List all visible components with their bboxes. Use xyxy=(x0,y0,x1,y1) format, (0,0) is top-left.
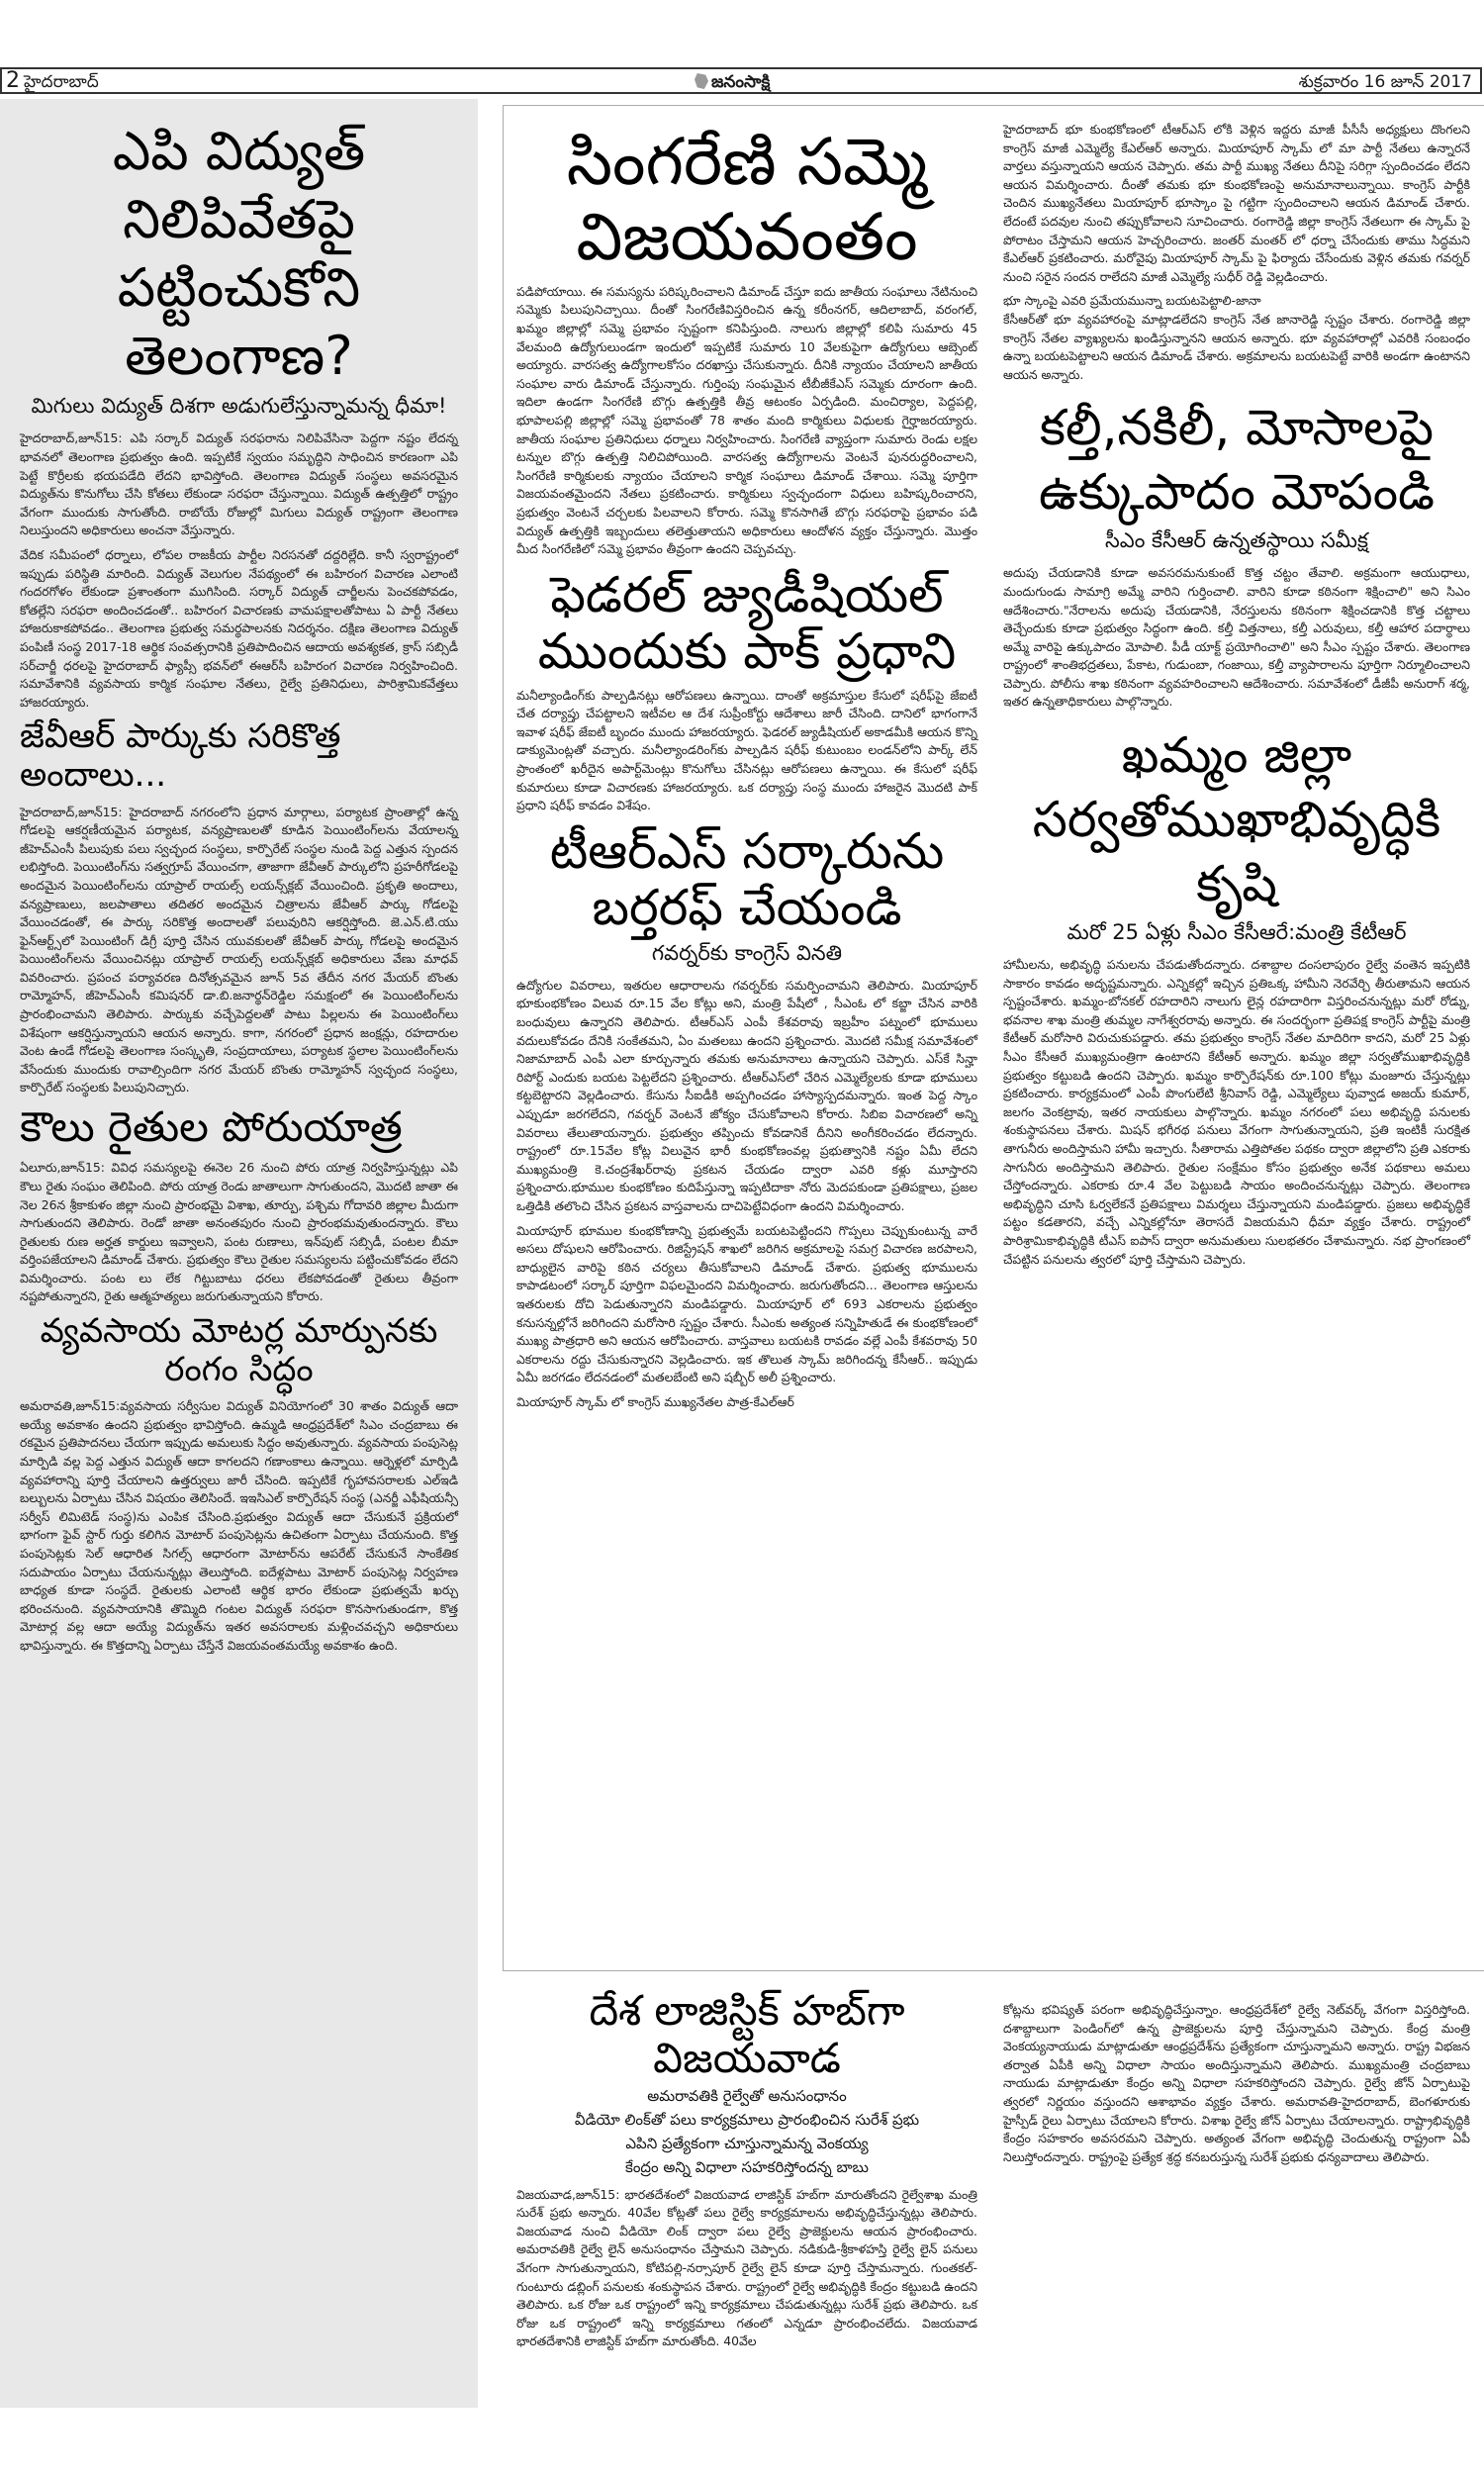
subhead: మరో 25 ఏళ్లు సీఎం కేసీఆరే:మంత్రి కేటీఆర్ xyxy=(1067,920,1407,945)
issue-date: శుక్రవారం 16 జూన్ 2017 xyxy=(1298,72,1472,92)
article-body: మియాపూర్ భూముల కుంభకోణాన్ని ప్రభుత్వమే బయటపెట్టిందని గొప్పలు చెప్పుకుంటున్న వారే అసలు దోషులని ఆరోపించారు. రిజిస్ట్రేషన్ శాఖలో జరిగిన అక్రమాలపై సమగ్ర విచారణ జరపాలని, బాధ్యులైన వారిపై కఠిన చర్యలు తీసుకోవాలని డిమాండ్ చేశారు. ప్రభుత్వ భూములను కాపాడటంలో సర్కార్ పూర్తిగా విఫలమైందని విమర్శించారు. జరుగుతోందని... తెలంగాణ ఆస్తులను ఇతరులకు దోచి పెడుతున్నారని మండిపడ్డారు. మియాపూర్ లో 693 ఎకరాలను ప్రభుత్వం కనుసన్నల్లోనే జరిగిందని మరోసారి స్పష్టం చేశారు. సీఎంకు అత్యంత సన్నిహితుడే ఈ కుంభకోణంలో ముఖ్య పాత్రధారి అని ఆయన ఆరోపించారు. వాస్తవాలు బయటకి రావడం వల్లే ఎంపీ కేశవరావు 50 ఎకరాలను రద్దు చేసుకున్నారని వెల్లడించారు. ఇక తొలుత స్కామ్ జరిగిందన్న కేసీఆర్.. ఇప్పుడు ఏమీ జరగడం లేదనడంలో మతలబేంటి అని షబ్బీర్ అలీ ప్రశ్నించారు. xyxy=(516,1222,977,1385)
article-kicker: మియాపూర్ స్కామ్ లో కాంగ్రెస్ ముఖ్యనేతల పాత్ర-కేఎల్ఆర్ xyxy=(516,1393,794,1409)
subhead: సీఎం కేసీఆర్ ఉన్నతస్థాయి సమీక్ష xyxy=(1105,528,1368,553)
telangana-map-icon xyxy=(695,73,708,89)
middle-column xyxy=(512,107,981,1967)
article-singareni-strike xyxy=(516,125,977,559)
subhead: వీడియో లింక్‌తో పలు కార్యక్రమాలు ప్రారంభించిన సురేశ్ ప్రభు xyxy=(574,2110,920,2129)
headline: సింగరేణి సమ్మె విజయవంతం xyxy=(566,124,928,275)
article-khammam xyxy=(1003,723,1470,1269)
article-klr xyxy=(1003,121,1470,384)
article-body: కోట్లను భవిష్యత్ పరంగా అభివృద్ధిచేస్తున్నాం. ఆంధ్రప్రదేశ్‌లో రైల్వే నెట్‌వర్క్ వేగంగా విస్తరిస్తోంది. దశాబ్దాలుగా పెండింగ్‌లో ఉన్న ప్రాజెక్టులను పూర్తి చేస్తున్నామని చెప్పారు. కేంద్ర మంత్రి వెంకయ్యనాయుడు మాట్లాడుతూ ఆంధ్రప్రదేశ్‌ను ప్రత్యేకంగా చూస్తున్నామని అన్నారు. రాష్ట్ర విభజన తర్వాత ఏపీకి అన్ని విధాలా సాయం అందిస్తున్నామని తెలిపారు. ముఖ్యమంత్రి చంద్రబాబు నాయుడు మాట్లాడుతూ కేంద్రం అన్ని విధాలా సహకరిస్తోందని చెప్పారు. రైల్వే జోన్ ఏర్పాటుపై త్వరలో నిర్ణయం వస్తుందని ఆశాభావం వ్యక్తం చేశారు. అమరావతి-హైదరాబాద్, బెంగళూరుకు హైస్పీడ్ రైలు ఏర్పాటు చేయాలని కోరారు. విశాఖ రైల్వే జోన్ ఏర్పాటు చేయాలన్నారు. రాష్ట్రాభివృద్ధికి కేంద్రం సహకారం అవసరమని చెప్పారు. అత్యంత వేగంగా అభివృద్ధి చెందుతున్న రాష్ట్రంగా ఏపీ నిలుస్తోందన్నారు. రాష్ట్రంపై ప్రత్యేక శ్రద్ధ కనబరుస్తున్న సురేశ్ ప్రభుకు ధన్యవాదాలు తెలిపారు. xyxy=(1003,2002,1470,2164)
article-body: ఏలూరు,జూన్15: వివిధ సమస్యలపై ఈనెల 26 నుంచి పోరు యాత్ర నిర్వహిస్తున్నట్లు ఎపి కౌలు రైతు సంఘం తెలిపింది. పోరు యాత్ర రెండు జాతాలుగా సాగుతుందని, మొదటి జాతా ఈ నెల 26న శ్రీకాకుళం జిల్లా నుంచి ప్రారంభమై విశాఖ, తూర్పు, పశ్చిమ గోదావరి జిల్లాల మీదుగా సాగుతుందని తెలిపారు. రెండో జాతా అనంతపురం నుంచి ప్రారంభమవుతుందన్నారు. కౌలు రైతులకు రుణ అర్హత కార్డులు ఇవ్వాలని, పంట రుణాలు, ఇన్‌పుట్ సబ్సిడీ, పంటల బీమా వర్తింపజేయాలని డిమాండ్ చేశారు. ప్రభుత్వం కౌలు రైతుల సమస్యలను పట్టించుకోవడం లేదని విమర్శించారు. పంట లు లేక గిట్టుబాటు ధరలు లేకపోవడంతో రైతులు తీవ్రంగా నష్టపోతున్నారని, రైతు ఆత్మహత్యలు జరుగుతున్నాయని కోరారు. xyxy=(20,1160,458,1304)
article-adulteration xyxy=(1003,396,1470,712)
right-column xyxy=(999,107,1474,1967)
article-tenant-farmers xyxy=(20,1103,458,1306)
article-body: అమరావతి,జూన్15:వ్యవసాయ సర్వీసుల విద్యుత్ వినియోగంలో 30 శాతం విద్యుత్ ఆదా అయ్యే అవకాశం ఉందని ప్రభుత్వం భావిస్తోంది. ఉమ్మడి ఆంధ్రప్రదేశ్‌లో సిఎం చంద్రబాబు ఈ రకమైన ప్రతిపాదనలు చేయగా ఇప్పుడు అమలుకు సిద్ధం అవుతున్నారు. వ్యవసాయ పంపుసెట్ల మార్పిడి వల్ల పెద్ద ఎత్తున విద్యుత్ ఆదా కాగలదని గణాంకాలు ఉన్నాయి. ఆర్నెళ్లలో మార్పిడి వ్యవహారాన్ని పూర్తి చేయాలని ఉత్తర్వులు జారీ చేసింది. ఇప్పటికే గృహావసరాలకు ఎల్‌ఇడి బల్బులను ఏర్పాటు చేసిన విషయం తెలిసిందే. ఇఇసిఎల్ కార్పొరేషన్ సంస్థ (ఎనర్జీ ఎఫీషియన్సీ సర్వీస్ లిమిటెడ్ సంస్థ)ను ఎంపిక చేసింది.ప్రభుత్వం విద్యుత్ ఆదా చేసుకునే ప్రక్రియలో భాగంగా ఫైవ్ స్టార్ గుర్తు కలిగిన మోటార్ పంపుసెట్లను ఉచితంగా ఏర్పాటు చేయనుంది. కొత్త పంపుసెట్లకు సెల్ ఆధారిత సిగల్స్ ఆధారంగా మోటార్‌ను ఆపరేట్ చేసుకునే సాంకేతిక సదుపాయం ఏర్పాటు చేయనున్నట్లు తెలుస్తోంది. ఐదేళ్లపాటు మోటార్ పంపుసెట్ల నిర్వహణ బాధ్యత కూడా సంస్థదే. రైతులకు ఎలాంటి ఆర్థిక భారం లేకుండా ప్రభుత్వమే ఖర్చు భరించనుంది. వ్యవసాయానికి తొమ్మిది గంటల విద్యుత్ సరఫరా కొనసాగుతుండగా, కొత్త మోటార్ల వల్ల ఆదా అయ్యే విద్యుత్‌ను ఇతర అవసరాలకు మళ్లించవచ్చని అధికారులు భావిస్తున్నారు. ఈ కొత్తదాన్ని ఏర్పాటు చేస్తేనే విజయవంతమయ్యే అవకాశం ఉంది. xyxy=(20,1398,458,1653)
left-column xyxy=(0,99,478,2408)
article-body: ఉద్యోగుల వివరాలు, ఇతరుల ఆధారాలను గవర్నర్‌కు సమర్పించామని తెలిపారు. మియాపూర్ భూకుంభకోణం విలువ రూ.15 వేల కోట్లు అని, మంత్రి పేషీలో , సీఎంఓ లో కబ్జా చేసిన వారికి బంధువులు ఉన్నారని తెలిపారు. టీఆర్ఎస్ ఎంపీ కేశవరావు ఇబ్రహీం పట్నంలో భూములు వదులుకోవడం దేనికి సంకేతమని, ఏం మతలబు ఉందని ప్రశ్నించారు. మొదటి సమీక్ష సమావేశంలో నిజామాబాద్ ఎంపీ ఎలా కూర్చున్నారు తమకు అనుమానాలు ఉన్నాయని చెప్పారు. ఎస్‌కే సిన్హా రిపోర్ట్ ఎందుకు బయట పెట్టలేదని ప్రశ్నించారు. టీఆర్ఎస్‌లో చేరిన ఎమ్మెల్యేలకు కూడా భూములు కట్టబెట్టారని వెల్లడించారు. కేసును సీఐడీకి అప్పగించడం హాస్యాస్పదమన్నారు. ఇంత పెద్ద స్కాం ఎప్పుడూ జరగలేదని, గవర్నర్ వెంటనే జోక్యం చేసుకోవాలని కోరారు. సిబిఐ విచారణలో అన్ని వివరాలు తేలుతాయన్నారు. ప్రభుత్వం తప్పించు కోవడానికే దీనిని అంగీకరించడం లేదన్నారు. రాష్ట్రంలో రూ.15వేల కోట్ల విలువైన భారీ కుంభకోణంవల్ల ప్రభుత్వానికి నష్టం ఏమీ లేదని ముఖ్యమంత్రి కె.చంద్రశేఖర్‌రావు ప్రకటన చేయడం ద్వారా ఎవరి కళ్లు మూస్తారని ప్రశ్నించారు.భూముల కుంభకోణం కుదిపేస్తున్నా ఇప్పటిదాకా నోరు మెదపకుండా ప్రతిపక్షాలు, ప్రజల ఒత్తిడికి తలొంచి చేసిన ప్రకటన వాస్తవాలను దాచిపెట్టేవిధంగా ఉందని విమర్శించారు. xyxy=(516,977,977,1213)
headline: కల్తీ,నకిలీ, మోసాలపై ఉక్కుపాదం మోపండి xyxy=(1038,399,1436,522)
subhead: అమరావతికి రైల్వేతో అనుసంధానం xyxy=(647,2086,847,2105)
article-trs-dismiss xyxy=(516,823,977,1412)
headline: కౌలు రైతుల పోరుయాత్ర xyxy=(20,1102,403,1152)
article-body: హామీలను, అభివృద్ధి పనులను చేపడుతోందన్నారు. దశాబ్దాల దంసలాపురం రైల్వే వంతెన ఇప్పటికి సాకారం కావడం అదృష్టమన్నారు. ఎన్నికల్లో ఇచ్చిన ప్రతిఒక్క హామీని నెరవేర్చి తీరుతామని ఆయన స్పష్టంచేశారు. ఖమ్మం-బోనకల్ రహదారిని నాలుగు లైన్ల రహదారిగా విస్తరించనున్నట్లు మరో రోడ్ను, భవనాల శాఖ మంత్రి తుమ్మల నాగేశ్వరరావు అన్నారు. ఈ సందర్భంగా ప్రతిపక్ష కాంగ్రెస్ పార్టీపై మంత్రి కేటీఆర్ మరోసారి విరుచుకుపడ్డారు. తమ ప్రభుత్వం కాంగ్రెస్ నేతల మాదిరిగా కాదని, మరో 25 ఏళ్లు సీఎం కేసీఆరే ముఖ్యమంత్రిగా ఉంటారని కేటీఆర్ అన్నారు. ఖమ్మం జిల్లా సర్వతోముఖాభివృద్ధికి ప్రభుత్వం కట్టుబడి ఉందని చెప్పారు. ఖమ్మం కార్పొరేషన్‌కు రూ.100 కోట్లు మంజూరు చేస్తున్నట్లు ప్రకటించారు. కార్యక్రమంలో ఎంపీ పొంగులేటి శ్రీనివాస్ రెడ్డి, ఎమ్మెల్యేలు పువ్వాడ అజయ్ కుమార్, జలగం వెంకట్రావు, ఇతర నాయకులు పాల్గొన్నారు. ఖమ్మం నగరంలో పలు అభివృద్ధి పనులకు శంకుస్థాపనలు చేశారు. మిషన్ భగీరథ పనులు వేగంగా సాగుతున్నాయని, ప్రతి ఇంటికీ సురక్షిత తాగునీరు అందిస్తామని హామీ ఇచ్చారు. సీతారామ ఎత్తిపోతల పథకం ద్వారా జిల్లాలోని ప్రతి ఎకరాకు సాగునీరు అందిస్తామని తెలిపారు. రైతుల సంక్షేమం కోసం ప్రభుత్వం అనేక పథకాలు అమలు చేస్తోందన్నారు. ఎకరాకు రూ.4 వేల పెట్టుబడి సాయం అందించనున్నట్లు చెప్పారు. తెలంగాణ అభివృద్ధిని చూసి ఓర్వలేకనే ప్రతిపక్షాలు విమర్శలు చేస్తున్నాయని మండిపడ్డారు. ప్రజలు అభివృద్ధికే పట్టం కడతారని, వచ్చే ఎన్నికల్లోనూ తెరాసదే విజయమని ధీమా వ్యక్తం చేశారు. రాష్ట్రంలో పారిశ్రామికాభివృద్ధికి టీఎస్ ఐపాస్ ద్వారా అనుమతులు సులభతరం చేశామన్నారు. నభ ప్రాంగణంలో చేపట్టిన పనులను త్వరలో పూర్తి చేస్తామని చెప్పారు. xyxy=(1003,957,1470,1267)
article-body: మనీల్యాండింగ్‌కు పాల్పడినట్లు ఆరోపణలు ఉన్నాయి. దాంతో అక్రమాస్తుల కేసులో షరీఫ్‌పై జేఐటీ చేత దర్యాప్తు చేపట్టాలని ఇటీవల ఆ దేశ సుప్రీంకోర్టు ఆదేశాలు జారీ చేసింది. దానిలో భాగంగానే ఇవాళ షరీఫ్ జేఐటీ బృందం ముందు హాజరయ్యారు. ఫెడరల్ జ్యుడీషియల్ అకాడమీకి ఆయన కొన్ని డాక్యుమెంట్లతో వచ్చారు. మనీల్యాండరింగ్‌కు పాల్పడిన షరీఫ్ కుటుంబం లండన్‌లోని పార్క్ లేన్ ప్రాంతంలో ఖరీదైన అపార్ట్‌మెంట్లు కొనుగోలు చేసినట్లు ఆరోపణలు ఉన్నాయి. ఈ కేసులో షరీఫ్ కుమారులు కూడా విచారణకు హాజరయ్యారు. ఒక దర్యాప్తు సంస్థ ముందు హాజరైన మొదటి పాక్ ప్రధాని షరీఫ్ కావడం విశేషం. xyxy=(516,687,977,813)
headline: ఫెడరల్ జ్యుడీషియల్ ముందుకు పాక్ ప్రధాని xyxy=(537,565,957,681)
headline: టీఆర్ఎస్ సర్కారును బర్తరఫ్ చేయండి xyxy=(549,821,945,937)
bottom-article-right xyxy=(999,1979,1474,2415)
article-ap-power xyxy=(20,117,458,712)
headline: ఎపి విద్యుత్ నిలిపివేతపై పట్టించుకోని తెలంగాణ? xyxy=(112,120,366,388)
article-body: వేదిక సమీపంలో ధర్నాలు, లోపల రాజకీయ పార్టీల నిరసనతో దద్దరిల్లేది. కానీ స్వరాష్ట్రంలో ఇప్పుడు పరిస్థితి మారింది. విద్యుత్ వెలుగుల నేపథ్యంలో ఈ బహిరంగ విచారణ ఎలాంటి గందరగోళం లేకుండా ప్రశాంతంగా ముగిసింది. సర్కార్ విద్యుత్ చార్జీలను పెంచకపోవడం, కోతల్లేని సరఫరా అందించడంతో.. బహిరంగ విచారణకు వామపక్షాలతోపాటు ఏ పార్టీ నేతలు హాజరుకాకపోవడం.. తెలంగాణ ప్రభుత్వ సమర్థపాలనకు నిదర్శనం. దక్షిణ తెలంగాణ విద్యుత్ పంపిణీ సంస్థ 2017-18 ఆర్థిక సంవత్సరానికి ప్రతిపాదించిన ఆదాయ అవశ్యకత, క్రాస్ సబ్సిడీ సర్‌చార్జీ ధరలపై హైదరాబాద్ ఫ్యాప్సీ భవన్‌లో ఈఆర్‌సీ బహిరంగ విచారణ నిర్వహించింది. సమావేశానికి వ్యవసాయ కార్మిక సంఘాల నేతలు, రైల్వే ప్రతినిధులు, పారిశ్రామికవేత్తలు హాజరయ్యారు. xyxy=(20,547,458,710)
section-name: హైదరాబాద్ xyxy=(24,72,99,92)
headline: దేశ లాజిస్టిక్ హబ్‌గా విజయవాడ xyxy=(589,1986,905,2083)
paper-name xyxy=(695,71,770,93)
article-kicker: భూ స్కాంపై ఎవరి ప్రమేయమున్నా బయటపెట్టాలి-జానా xyxy=(1003,293,1261,309)
article-jvr-park xyxy=(20,717,458,1097)
article-agri-motors xyxy=(20,1312,458,1656)
article-body: హైదరాబాద్,జూన్15: ఎపి సర్కార్ విద్యుత్ సరఫరాను నిలిపివేసినా పెద్దగా నష్టం లేదన్న భావనలో తెలంగాణ ప్రభుత్వం ఉంది. ఇప్పటికే స్వయం సమృద్ధిని సాధించిన కారణంగా ఎపి పెట్టే కొర్రీలకు భయపడేది లేదని భావిస్తోంది. తెలంగాణ విద్యుత్ సంస్థలు అవసరమైన విద్యుత్‌ను కొనుగోలు చేసి కోతలు లేకుండా సరఫరా చేస్తున్నాయి. విద్యుత్ ఉత్పత్తిలో రాష్ట్రం వేగంగా ముందుకు సాగుతోంది. రాబోయే రోజుల్లో మిగులు విద్యుత్ రాష్ట్రంగా తెలంగాణ నిలుస్తుందని అధికారులు అంచనా వేస్తున్నారు. xyxy=(20,430,458,538)
article-body: అదుపు చేయడానికి కూడా అవసరమనుకుంటే కొత్త చట్టం తేవాలి. అక్రమంగా ఆయుధాలు, మందుగుండు సామాగ్రి అమ్మే వారిని గుర్తించాలి. వారిని కూడా కఠినంగా శిక్షించాలి" అని సిఎం ఆదేశించారు."నేరాలను అదుపు చేయడానికి, నేరస్తులను కఠినంగా శిక్షించడానికి కొత్త చట్టాలు తెచ్చేందుకు కూడా ప్రభుత్వం సిద్ధంగా ఉంది. కల్తీ విత్తనాలు, కల్తీ ఎరువులు, కల్తీ ఆహార పదార్థాలు అమ్మే వారిపై ఉక్కుపాదం మోపాలి. పీడీ యాక్ట్ ప్రయోగించాలి" అని సీఎం స్పష్టం చేశారు. తెలంగాణ రాష్ట్రంలో శాంతిభద్రతలు, పేకాట, గుడుంబా, గంజాయి, కల్తీ వ్యాపారాలను పూర్తిగా నిర్మూలించాలని చెప్పారు. పోలీసు శాఖ కఠినంగా వ్యవహరించాలని ఆదేశించారు. సమావేశంలో డీజీపీ అనురాగ్ శర్మ, ఇతర ఉన్నతాధికారులు పాల్గొన్నారు. xyxy=(1003,565,1470,710)
article-body: పడిపోయాయి. ఈ సమస్యను పరిష్కరించాలని డిమాండ్ చేస్తూ ఐదు జాతీయ సంఘాలు నేటినుంచి సమ్మెకు పిలుపునిచ్చాయి. దీంతో సింగరేణివిస్తరించిన ఉన్న కరీంనగర్, ఆదిలాబాద్, వరంగల్, ఖమ్మం జిల్లాల్లో సమ్మె ప్రభావం స్పష్టంగా కనిపిస్తుంది. నాలుగు జిల్లాల్లో కలిపి సుమారు 45 వేలమంది ఉద్యోగులుండగా ఇందులో ఇప్పటికే సుమారు 10 వేలకుపైగా ఉద్యోగులు ఆబ్సెంట్ అయ్యారు. వారసత్వ ఉద్యోగాలకోసం దరఖాస్తు చేసుకున్నారు. దీనికి న్యాయం చేయాలని జాతీయ సంఘాల వారు డిమాండ్ చేస్తున్నారు. గుర్తింపు సంఘమైన టీబీజీకేఎస్ సమ్మెకు దూరంగా ఉంది. ఇదిలా ఉండగా సింగరేణి బొగ్గు ఉత్పత్తికి తీవ్ర ఆటంకం ఏర్పడింది. మంచిర్యాల, పెద్దపల్లి, భూపాలపల్లి జిల్లాల్లో సమ్మె ప్రభావంతో 78 శాతం మంది కార్మికులు విధులకు గైర్హాజరయ్యారు. జాతీయ సంఘాల ప్రతినిధులు ధర్నాలు నిర్వహించారు. సింగరేణి వ్యాప్తంగా సుమారు రెండు లక్షల టన్నుల బొగ్గు ఉత్పత్తి నిలిచిపోయింది. వారసత్వ ఉద్యోగాలను వెంటనే పునరుద్ధరించాలని, సింగరేణి కార్మికులకు న్యాయం చేయాలని కార్మిక సంఘాలు డిమాండ్ చేశాయి. సమ్మె పూర్తిగా విజయవంతమైందని నేతలు ప్రకటించారు. కార్మికులు స్వచ్ఛందంగా విధులు బహిష్కరించారని, ప్రభుత్వం వెంటనే చర్చలకు పిలవాలని కోరారు. సమ్మె కొనసాగితే బొగ్గు సరఫరాపై ప్రభావం పడి విద్యుత్ ఉత్పత్తికి ఇబ్బందులు తలెత్తుతాయని అధికారులు ఆందోళన వ్యక్తం చేస్తున్నారు. మొత్తం మీద సింగరేణిలో సమ్మె ప్రభావం తీవ్రంగా ఉందని చెప్పవచ్చు. xyxy=(516,283,977,557)
headline: వ్యవసాయ మోటర్ల మార్పునకు రంగం సిద్ధం xyxy=(40,1311,438,1390)
article-body: విజయవాడ,జూన్15: భారతదేశంలో విజయవాడ లాజిస్టిక్ హబ్‌గా మారుతోందని రైల్వేశాఖ మంత్రి సురేశ్ ప్రభు అన్నారు. 40వేల కోట్లతో పలు రైల్వే కార్యక్రమాలను అభివృద్ధిచేస్తున్నట్లు తెలిపారు. విజయవాడ నుంచి వీడియో లింక్ ద్వారా పలు రైల్వే ప్రాజెక్టులను ఆయన ప్రారంభించారు. అమరావతికి రైల్వే లైన్ అనుసంధానం చేస్తామని చెప్పారు. నడికుడి-శ్రీకాళహస్తి రైల్వే లైన్ పనులు వేగంగా సాగుతున్నాయని, కోటిపల్లి-నర్సాపూర్ రైల్వే లైన్ కూడా పూర్తి చేస్తామన్నారు. గుంతకల్-గుంటూరు డబ్లింగ్ పనులకు శంకుస్థాపన చేశారు. రాష్ట్రంలో రైల్వే అభివృద్ధికి కేంద్రం కట్టుబడి ఉందని తెలిపారు. ఒక రోజు ఒక రాష్ట్రంలో ఇన్ని కార్యక్రమాలు చేపడుతున్నట్లు సురేశ్ ప్రభు తెలిపారు. ఒక రోజు ఒక రాష్ట్రంలో ఇన్ని కార్యక్రమాలు గతంలో ఎన్నడూ ప్రారంభించలేదు. విజయవాడ భారతదేశానికి లాజిస్టిక్ హబ్‌గా మారుతోంది. 40వేల xyxy=(516,2186,977,2349)
article-body: హైదరాబాద్ భూ కుంభకోణంలో టీఆర్ఎస్ లోకి వెళ్లిన ఇద్దరు మాజీ పీసీసీ అధ్యక్షులు దొంగలని కాంగ్రెస్ మాజీ ఎమ్మెల్యే కేఎల్ఆర్ అన్నారు. మియాపూర్ స్కామ్ లో మా పార్టీ నేతలు ఉన్నారనే వార్తలు వస్తున్నాయని ఆయన చెప్పారు. తమ పార్టీ ముఖ్య నేతలు దీనిపై సరిగ్గా స్పందించడం లేదని ఆయన విమర్శించారు. దీంతో తమకు భూ కుంభకోణంపై అనుమానాలున్నాయి. కాంగ్రెస్ పార్టీకి చెందిన ముఖ్యనేతలు మియాపూర్ భూస్కాం పై గట్టిగా స్పందించాలని ఆయన డిమాండ్ చేశారు. లేదంటే పదవుల నుంచి తప్పుకోవాలని సూచించారు. రంగారెడ్డి జిల్లా కాంగ్రెస్ నేతలుగా ఈ స్కామ్ పై పోరాటం చేస్తామని ఆయన హెచ్చరించారు. జంతర్ మంతర్ లో ధర్నా చేసేందుకు తాము సిద్ధమని కేఎల్ఆర్ ప్రకటించారు. మరోవైపు మియాపూర్ స్కామ్ పై ఫిర్యాదు చేసేందుకు వెళ్లిన తమకు గవర్నర్ నుంచి సరైన సందన రాలేదని మాజీ ఎమ్మెల్యే సుధీర్ రెడ్డి వెల్లడించారు. xyxy=(1003,122,1470,284)
headline: జేవీఆర్ పార్కుకు సరికొత్త అందాలు... xyxy=(20,716,341,796)
article-body: కేసీఆర్‌తో భూ వ్యవహారంపై మాట్లాడలేదని కాంగ్రెస్ నేత జానారెడ్డి స్పష్టం చేశారు. రంగారెడ్డి జిల్లా కాంగ్రెస్ నేతల వ్యాఖ్యలను ఖండిస్తున్నానని ఆయన అన్నారు. భూ వ్యవహారాల్లో ఎవరికి సంబంధం ఉన్నా బయటపెట్టాలని ఆయన డిమాండ్ చేశారు. అక్రమాలను బయటపెట్టే వారికి అండగా ఉంటానని ఆయన అన్నారు. xyxy=(1003,311,1470,382)
subhead: గవర్నర్‌కు కాంగ్రెస్ వినతి xyxy=(651,940,843,965)
subhead: ఎపిని ప్రత్యేకంగా చూస్తున్నామన్న వెంకయ్య xyxy=(625,2134,869,2152)
article-pak-pm xyxy=(516,567,977,815)
headline: ఖమ్మం జిల్లా సర్వతోముఖాభివృద్ధికి కృషి xyxy=(1032,726,1441,913)
bottom-article-left xyxy=(512,1979,981,2415)
article-body: హైదరాబాద్,జూన్15: హైదరాబాద్ నగరంలోని ప్రధాన మార్గాలు, పర్యాటక ప్రాంతాల్లో ఉన్న గోడలపై ఆకర్షణీయమైన పర్యాటక, వన్యప్రాణులతో కూడిన పెయింటింగ్‌లను వేయాలన్న జీహెచ్‌ఎంసీ పిలుపుకు పలు స్వచ్ఛంద సంస్థలు, కార్పొరేట్ సంస్థల నుండి పెద్ద ఎత్తున స్పందన లభిస్తోంది. పెయింటింగ్‌ను సత్వగ్రూప్ వేయించగా, తాజాగా జేవీఆర్ పార్కులోని ప్రహరీగోడలపై అందమైన పెయింటింగ్‌లను యాప్రాల్ రాయల్స్ లయన్స్‌క్లబ్ వేయించింది. ప్రకృతి అందాలు, వన్యప్రాణులు, జలపాతాలు తదితర అందమైన చిత్రాలను జేవీఆర్ పార్కు గోడలపై వేయించడంతో, ఈ పార్కు సరికొత్త అందాలతో పలువురిని ఆకర్షిస్తోంది. జె.ఎన్.టి.యు ఫైన్‌ఆర్ట్స్‌లో పెయింటింగ్ డిగ్రీ పూర్తి చేసిన యువకులతో జేవీఆర్ పార్కు గోడలపై అందమైన పెయింటింగ్‌లను వేయించినట్లు యాప్రాల్ రాయల్స్ లయన్స్‌క్లబ్ అధికారులు వేణు మాధవ్ వివరించారు. ప్రపంచ పర్యావరణ దినోత్సవమైన జూన్ 5వ తేదీన నగర మేయర్ బొంతు రామ్మోహన్, జీహెచ్‌ఎంసీ కమిషనర్ డా.బి.జనార్థన్‌రెడ్డిల సమక్షంలో ఈ పెయింటింగ్‌లను ప్రారంభించామని తెలిపారు. పార్కుకు వచ్చేపెద్దలతో పాటు పిల్లలను ఈ పెయింటింగ్‌లు విశేషంగా ఆకర్షిస్తున్నాయని ఆయన అన్నారు. కాగా, నగరంలో ప్రధాన జంక్షన్లు, రహదారుల వెంట ఉండే గోడలపై తెలంగాణ సంస్కృతి, సంప్రదాయాలు, పర్యాటక స్థలాల పెయింటింగ్‌లను వేసేందుకు ముందుకు రావాల్సిందిగా నగర మేయర్ బొంతు రామ్మోహన్ స్వచ్ఛంద సంస్థలు, కార్పొరేట్ సంస్థలకు పిలుపునిచ్చారు. xyxy=(20,804,458,1095)
page-number: 2 xyxy=(6,68,20,93)
subhead: కేంద్రం అన్ని విధాలా సహకరిస్తోందన్న బాబు xyxy=(625,2157,869,2176)
masthead xyxy=(0,67,1482,94)
subhead: మిగులు విద్యుత్ దిశగా అడుగులేస్తున్నామన్న ధీమా! xyxy=(31,394,447,419)
paper-title: జనంసాక్షి xyxy=(711,72,771,92)
